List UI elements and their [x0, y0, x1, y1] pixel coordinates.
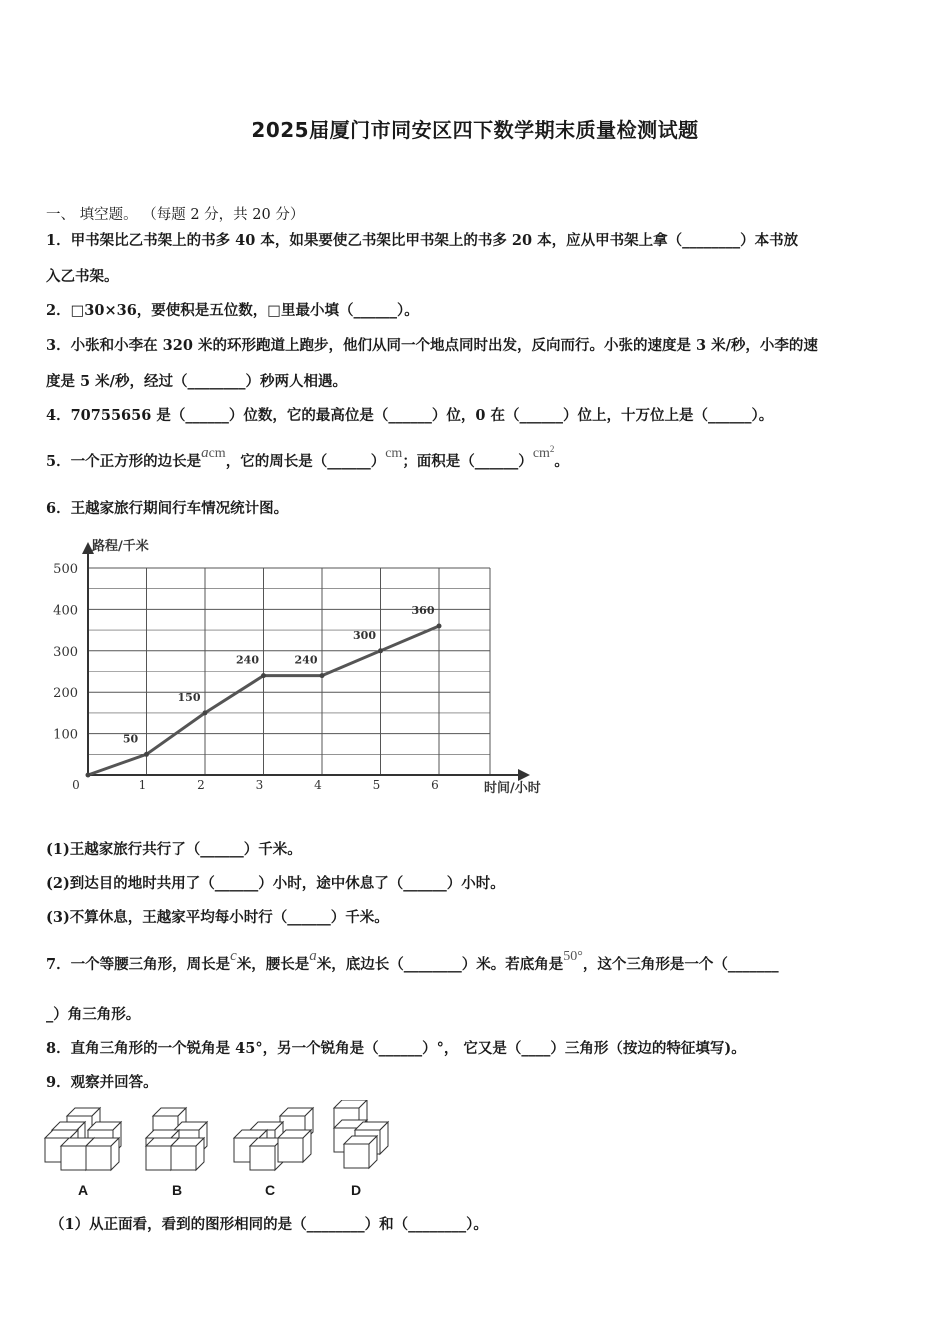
cube-figure-b	[146, 1108, 207, 1170]
data-point	[378, 648, 383, 653]
question-6-sub-2: (2)到达目的地时共用了（______）小时，途中休息了（______）小时。	[46, 875, 505, 892]
data-label: 240	[236, 653, 259, 667]
x-tick-label: 1	[138, 778, 147, 792]
q5-text-1: 5．一个正方形的边长是	[46, 453, 202, 470]
travel-line-chart	[40, 530, 570, 800]
section-heading: 一、 填空题。 （每题 2 分，共 20 分）	[46, 207, 305, 223]
x-tick-label: 3	[255, 778, 264, 792]
q7-var-c: c	[230, 948, 237, 964]
data-point	[320, 673, 325, 678]
chart-grid	[88, 568, 490, 775]
x-tick-label: 5	[372, 778, 381, 792]
q5-text-3: ；面积是（______）	[402, 453, 533, 470]
x-tick-label: 2	[197, 778, 205, 792]
question-9: 9．观察并回答。	[46, 1074, 158, 1091]
chart-y-axis-label: 路程/千米	[92, 539, 149, 554]
question-7-line-2: _）角三角形。	[46, 1006, 141, 1023]
cube-label-b: B	[172, 1182, 183, 1198]
q7-text-3: 米，底边长（________）米。若底角是	[316, 956, 564, 973]
data-label: 150	[177, 690, 201, 704]
chart-x-axis-label: 时间/小时	[484, 781, 541, 796]
y-tick-label: 200	[53, 686, 78, 702]
x-tick-label: 4	[314, 778, 322, 792]
question-3-line-2: 度是 5 米/秒，经过（________）秒两人相遇。	[46, 373, 347, 390]
question-5	[46, 444, 569, 471]
x-tick-label: 0	[72, 778, 80, 792]
x-axis-arrow	[518, 769, 530, 781]
question-7-line-1	[46, 948, 779, 974]
data-label: 240	[294, 653, 318, 667]
cube-figure-a	[45, 1108, 121, 1170]
cube-label-c: C	[265, 1182, 276, 1198]
question-8: 8．直角三角形的一个锐角是 45°，另一个锐角是（______）°， 它又是（____）三角形（按边的特征填写)。	[46, 1040, 746, 1057]
chart-y-ticks	[53, 562, 78, 743]
y-tick-label: 100	[53, 727, 78, 743]
question-6: 6．王越家旅行期间行车情况统计图。	[46, 500, 289, 517]
q5-unit-cm2: $cm^2$	[532, 444, 555, 461]
cube-label-d: D	[351, 1182, 362, 1198]
data-label: 50	[122, 732, 139, 746]
q7-text-2: 米，腰长是	[236, 956, 310, 973]
question-3-line-1: 3．小张和小李在 320 米的环形跑道上跑步，他们从同一个地点同时出发，反向而行。小张的速度是 3 米/秒，小李的速	[46, 337, 818, 354]
q5-unit-cm-2: cm	[385, 446, 403, 461]
chart-x-ticks	[72, 778, 439, 792]
data-point	[437, 623, 442, 628]
q5-text-2: ，它的周长是（______）	[225, 453, 386, 470]
page-title: 2025届厦门市同安区四下数学期末质量检测试题	[251, 118, 699, 142]
y-tick-label: 400	[53, 603, 78, 619]
question-6-sub-1: (1)王越家旅行共行了（______）千米。	[46, 841, 302, 858]
cube-figures	[0, 1100, 950, 1180]
q7-text-4: ，这个三角形是一个（_______	[582, 956, 779, 973]
q5-text-4: 。	[554, 453, 569, 470]
question-4: 4．70755656 是（______）位数，它的最高位是（______）位，0 在（______）位上，十万位上是（______）。	[46, 407, 774, 424]
question-1-line-2: 入乙书架。	[46, 268, 119, 285]
data-label: 360	[411, 603, 435, 617]
data-point	[203, 710, 208, 715]
x-tick-label: 6	[431, 778, 439, 792]
question-9-sub-1: （1）从正面看，看到的图形相同的是（________）和（________）。	[50, 1216, 488, 1233]
data-point	[86, 773, 91, 778]
q5-unit-cm: cm	[208, 446, 226, 461]
y-tick-label: 300	[53, 644, 78, 660]
data-label: 300	[353, 628, 376, 642]
data-point	[144, 752, 149, 757]
cube-label-a: A	[78, 1182, 89, 1198]
data-point	[261, 673, 266, 678]
q7-var-a: a	[309, 948, 317, 964]
q7-angle: 50°	[563, 949, 583, 964]
q5-var-a: a	[201, 445, 209, 461]
question-2: 2．□30×36，要使积是五位数，□里最小填（______）。	[46, 302, 419, 319]
q7-text-1: 7．一个等腰三角形，周长是	[46, 956, 231, 973]
question-6-sub-3: (3)不算休息，王越家平均每小时行（______）千米。	[46, 909, 389, 926]
question-1-line-1: 1．甲书架比乙书架上的书多 40 本，如果要使乙书架比甲书架上的书多 20 本，应从甲书架上拿（________）本书放	[46, 232, 799, 249]
cube-figure-d	[334, 1100, 388, 1168]
y-tick-label: 500	[53, 562, 78, 577]
cube-figure-c	[234, 1108, 313, 1170]
